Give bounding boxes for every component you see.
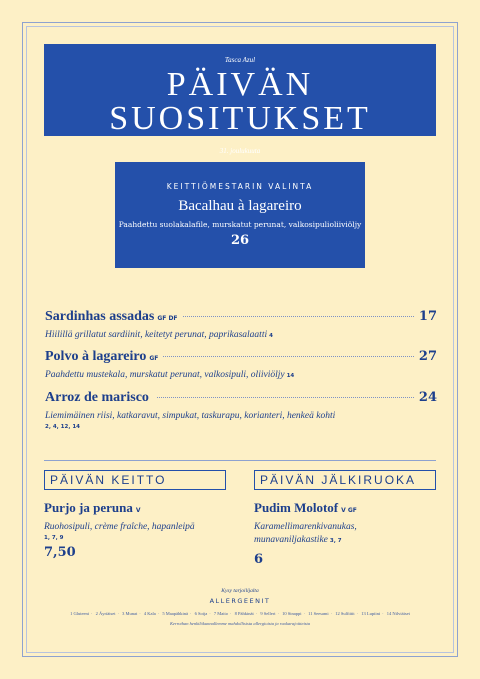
- dessert-desc-line: Karamellimarenkivanukas,: [254, 522, 357, 532]
- dessert-desc-line: munavaniljakastike: [254, 535, 328, 545]
- soup-tags: V: [135, 507, 141, 514]
- restaurant-name: Tasca Azul: [224, 56, 256, 64]
- chef-choice-name: Bacalhau à lagareiro: [178, 198, 302, 214]
- allergen-item: 9 Selleri: [260, 611, 276, 616]
- allergen-item: 8 Pähkinät: [234, 611, 254, 616]
- ask-waiter-text: Kysy tarjoilijalta: [221, 588, 259, 594]
- page-title: PÄIVÄN SUOSITUKSET: [109, 66, 371, 137]
- dish-tags: GF: [149, 355, 159, 362]
- allergen-item: 12 Sulfiitit: [335, 611, 355, 616]
- dessert-allergens: 3, 7: [329, 538, 342, 544]
- dessert-name: Pudim Molotof: [254, 500, 339, 515]
- header-banner: [44, 44, 436, 155]
- soup-heading: PÄIVÄN KEITTO: [44, 470, 226, 490]
- dot-leader: [183, 316, 414, 317]
- dish-desc: Paahdettu mustekala, murskatut perunat, valkosipuli, oliiviöljy: [45, 370, 285, 380]
- menu-date: 31. joulukuuta: [219, 147, 261, 155]
- dish-desc: Liemimäinen riisi, katkaravut, simpukat, taskurapu, korianteri, henkeä kohti: [45, 411, 336, 421]
- allergen-item: 3 Munat: [122, 611, 138, 616]
- dish-allergens: 4: [269, 333, 273, 339]
- dish-item: [45, 309, 437, 343]
- chef-choice-box: [115, 162, 365, 268]
- allergen-item: 1 Gluteeni: [70, 611, 89, 616]
- dessert-price: 6: [254, 552, 264, 567]
- allergen-footer: [44, 588, 436, 626]
- dish-allergens: 2, 4, 12, 14: [45, 424, 80, 430]
- dish-price: 24: [418, 390, 437, 405]
- allergen-heading: ALLERGEENIT: [209, 597, 271, 605]
- allergen-item: 13 Lupiini: [361, 611, 381, 616]
- dish-price: 17: [418, 309, 437, 324]
- allergen-item: 14 Nilviäiset: [386, 611, 410, 616]
- dish-item: [45, 349, 437, 383]
- allergen-item: 7 Maito: [213, 611, 228, 616]
- dessert-tags: V GF: [341, 507, 357, 514]
- allergen-item: 4 Kala: [143, 611, 156, 616]
- soup-desc: Ruohosipuli, crème fraîche, hapanleipä: [44, 522, 195, 532]
- soup-name: Purjo ja peruna: [44, 500, 133, 515]
- chef-choice-price: 26: [230, 233, 250, 248]
- soup-price: 7,50: [44, 545, 76, 560]
- allergen-item: 5 Maapähkinä: [162, 611, 188, 616]
- dot-leader: [157, 397, 414, 398]
- dish-price: 27: [418, 349, 437, 364]
- dish-tags: GF DF: [157, 315, 178, 322]
- soup-allergens: 1, 7, 9: [44, 535, 64, 541]
- soup-section: [44, 470, 226, 560]
- allergen-item: 10 Sinappi: [282, 611, 302, 616]
- allergen-item: 2 Äyriäiset: [95, 611, 116, 616]
- dish-name: Sardinhas assadas: [45, 309, 155, 324]
- dish-name: Polvo à lagareiro: [45, 349, 147, 364]
- section-divider: [44, 460, 436, 461]
- allergen-list: 1 Gluteeni · 2 Äyriäiset · 3 Munat · 4 Kala · 5 Maapähkinä · 6 Soija · 7 Maito · 8 Pähkinät · 9 Selleri · 10 Sinappi · 11 Seesami · 12 Sulfiitit · 13 Lupiini · 14 Nilviäiset: [70, 611, 410, 616]
- allergen-item: 11 Seesami: [308, 611, 329, 616]
- dish-desc: Hiilillä grillatut sardiinit, keitetyt perunat, paprikasalaatti: [45, 330, 268, 340]
- chef-choice-kicker: KEITTIÖMESTARIN VALINTA: [166, 182, 314, 191]
- dessert-heading: PÄIVÄN JÄLKIRUOKA: [254, 470, 436, 490]
- dish-allergens: 14: [286, 373, 295, 379]
- dot-leader: [163, 356, 414, 357]
- chef-choice-desc: Paahdettu suolakalafile, murskatut perunat, valkosipulioliiviöljy: [118, 220, 362, 229]
- dish-name: Arroz de marisco: [45, 390, 149, 405]
- allergen-item: 6 Soija: [194, 611, 208, 616]
- dessert-section: [254, 470, 436, 567]
- dish-item: [45, 390, 437, 430]
- allergy-note: Kerrothan henkilökunnallemme mahdollisista allergioista ja ruokarajoitteista: [169, 621, 311, 626]
